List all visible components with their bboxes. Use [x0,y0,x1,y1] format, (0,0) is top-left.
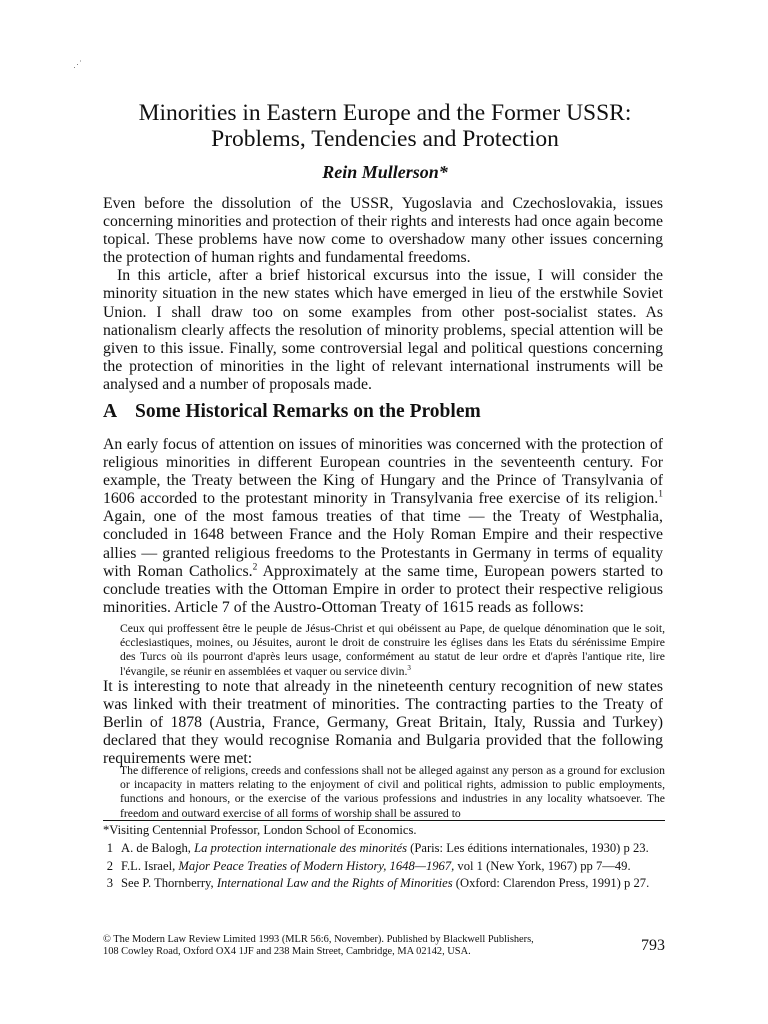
paragraph-text: An early focus of attention on issues of minorities was concerned with the protection of religious minorities in different European countries in the seventeenth century. For example, the Treaty between the King of Hungary and the Prince of Transylvania of 1606 accorded to the protestant minority in Transylvania free exercise of its religion. [103,436,663,508]
footnote-2 [103,859,665,873]
footnote-ref-2[interactable]: 2 [252,562,258,573]
footnote-number: 1 [106,841,113,856]
footnote-1 [103,841,665,855]
footnote-text: See P. Thornberry, [121,875,217,890]
paragraph-text: Approximately at the same time, European powers started to conclude treaties with the Ottoman Empire in order to protect their respective religious minorities. Article 7 of the Austro-Ottoman Treaty of 1615 reads as follows: [103,562,664,616]
author-name: Rein Mullerson* [322,162,448,182]
copyright-line-2: 108 Cowley Road, Oxford OX4 1JF and 238 Main Street, Cambridge, MA 02142, USA. [103,946,471,958]
section-title: Some Historical Remarks on the Problem [135,401,481,422]
author-footnote: *Visiting Centennial Professor, London School of Economics. [103,823,417,837]
copyright-notice [103,934,583,958]
footnotes [103,823,665,893]
section-heading [103,401,481,423]
footnote-title: La protection internationale des minorités [194,841,408,856]
footnote-divider [103,820,665,821]
section-paragraph-1 [103,436,663,617]
block-quote-berlin-treaty: The difference of religions, creeds and confessions shall not be alleged against any person as a ground for exclusion or incapacity in matters relating to the enjoyment of civil and political rights, admission to public employments, functions and honours, or the exercise of the various professions and industries in any locality whatsoever. The freedom and outward exercise of all forms of worship shall be assured to [120,764,665,820]
footnote-text: F.L. Israel, [121,858,179,873]
intro-paragraph-2: In this article, after a brief historical excursus into the issue, I will consider the minority situation in the new states which have emerged in lieu of the erstwhile Soviet Union. I shall draw too on some examples from other post-socialist states. As nationalism clearly affects the resolution of minority problems, special attention will be given to this issue. Finally, some controversial legal and political questions concerning the protection of minorities in the light of relevant international instruments will be analysed and a number of proposals made. [103,267,663,393]
footnote-ref-3[interactable]: 3 [407,663,411,672]
footnote-3 [103,876,665,890]
footnote-number: 2 [106,858,113,873]
scan-speck-mark: ⋰ [73,59,82,69]
footnote-text: vol 1 (New York, 1967) pp 7—49. [454,858,631,873]
footnote-title: International Law and the Rights of Minorities [216,875,453,890]
title-line-2: Problems, Tendencies and Protection [211,126,559,152]
footnote-title: Major Peace Treaties of Modern History, 1648—1967, [178,858,455,873]
footnote-text: A. de Balogh, [121,841,195,856]
block-quote-french [120,622,665,679]
section-letter: A [103,401,118,422]
footnote-ref-1[interactable]: 1 [658,490,663,501]
intro-paragraph-1: Even before the dissolution of the USSR, Yugoslavia and Czechoslovakia, issues concerning minorities and protection of their rights and interests had once again become topical. These problems have now come to overshadow many other issues concerning the protection of human rights and fundamental freedoms. [103,195,663,267]
paragraph-text: Again, one of the most famous treaties of that time — the Treaty of Westphalia, concluded in 1648 between France and the Holy Roman Empire and their respective allies — granted religious freedoms to the Protestants in Germany in terms of equality with Roman Catholics. [103,508,663,580]
title-line-1: Minorities in Eastern Europe and the Former USSR: [138,100,632,126]
page-number: 793 [641,937,665,954]
article-title [60,100,710,152]
quote-text: Ceux qui proffessent être le peuple de Jésus-Christ et qui obéissent au Pape, de quelque dénomination que le soit, écclesiastiques, moines, ou Jésuites, auront le droit de construire les églises dans les Etats du sérénissime Empire des Turcs où ils pourront d'après leurs usage, conformément au statut de leur ordre et d'après l'antique rite, lire l'évangile, se réunir en assemblées et vaquer ou service divin. [120,622,665,678]
section-paragraph-2: It is interesting to note that already in the nineteenth century recognition of new states was linked with their treatment of minorities. The contracting parties to the Treaty of Berlin of 1878 (Austria, France, Germany, Great Britain, Italy, Russia and Turkey) declared that they would recognise Romania and Bulgaria provided that the following requirements were met: [103,678,663,768]
footnote-text: (Oxford: Clarendon Press, 1991) p 27. [452,875,650,890]
footnote-text: (Paris: Les éditions internationales, 1930) p 23. [407,841,649,856]
intro-section [103,195,663,394]
footnote-number: 3 [106,875,113,890]
copyright-line-1: © The Modern Law Review Limited 1993 (MLR 56:6, November). Published by Blackwell Publishers, [103,934,534,945]
